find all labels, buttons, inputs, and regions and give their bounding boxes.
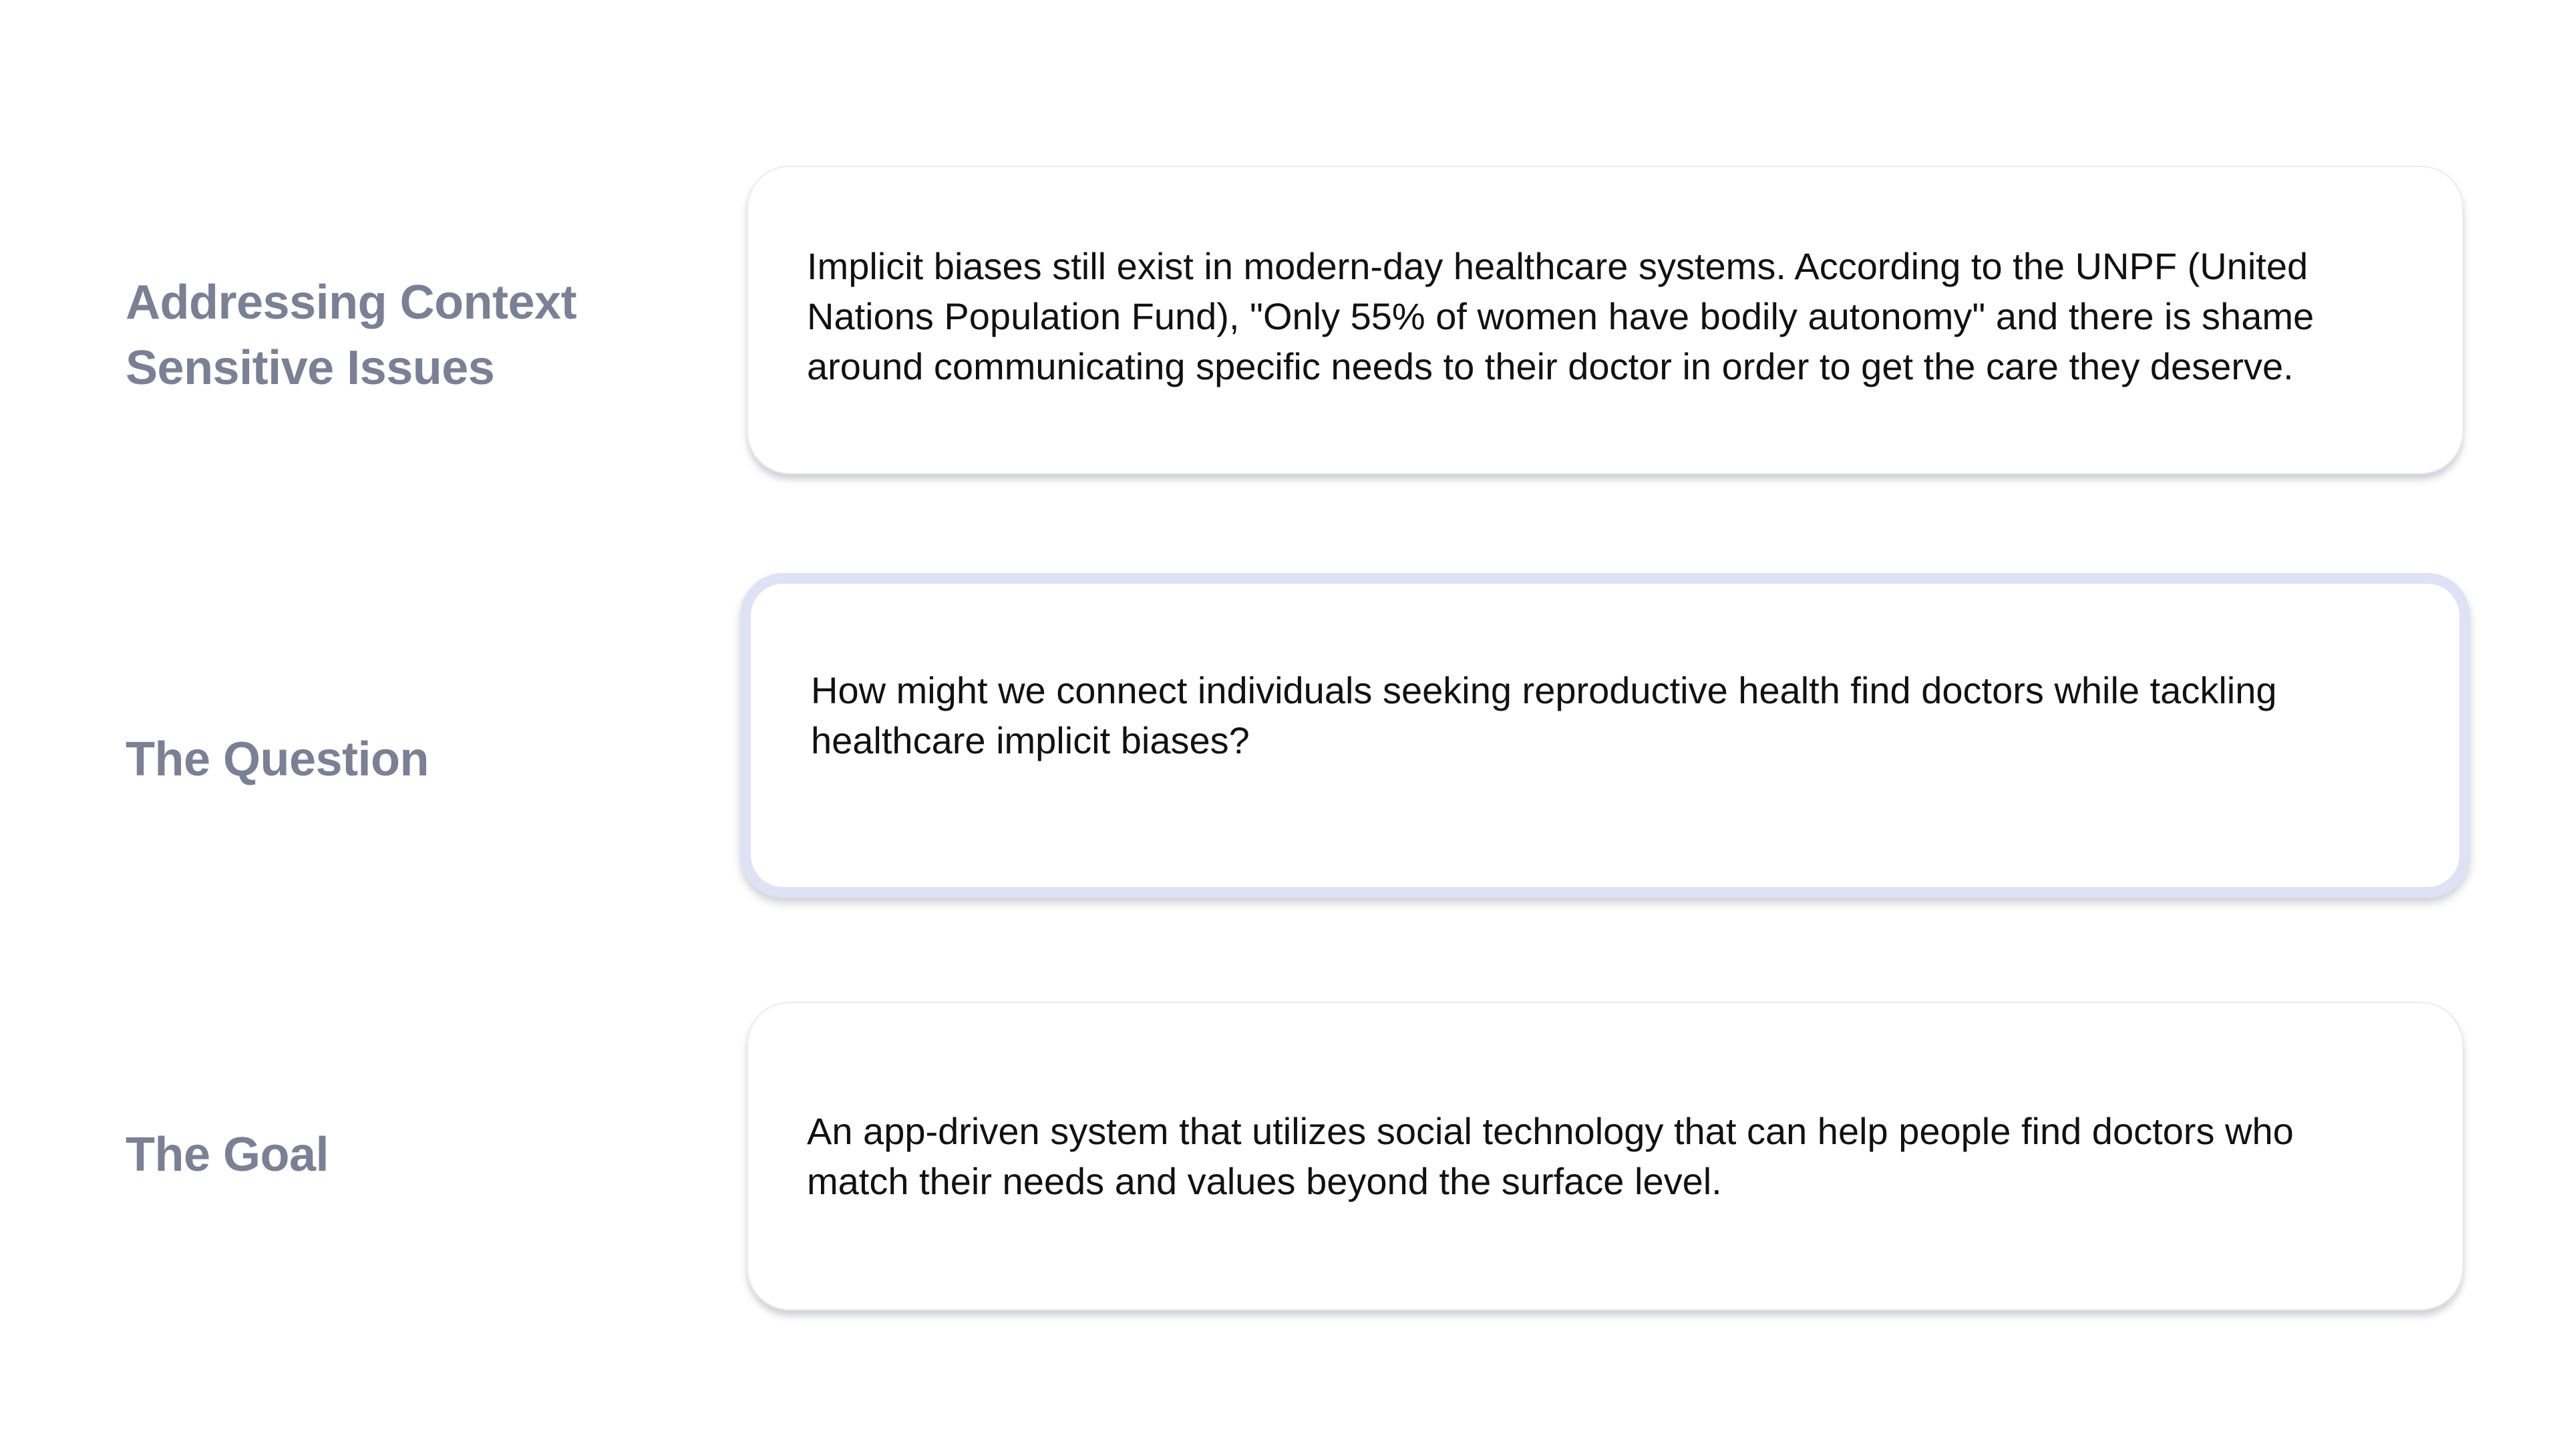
question-card (740, 573, 2470, 898)
context-card-text: Implicit biases still exist in modern-day healthcare systems. According to the UNPF (United Nations Population Fund), "Only 55% of women have bodily autonomy" and there is shame around communicating specific needs to their doctor in order to get the care they deserve. (807, 244, 2315, 387)
section-label-context: Addressing Context Sensitive Issues (126, 276, 577, 395)
question-card-text: How might we connect individuals seeking reproductive health find doctors while tackling healthcare implicit biases? (811, 669, 2277, 761)
goal-card-text: An app-driven system that utilizes social technology that can help people find doctors who match their needs and values beyond the surface level. (807, 1110, 2294, 1202)
section-label-goal: The Goal (126, 1128, 329, 1181)
context-card (747, 166, 2463, 474)
section-label-question: The Question (126, 733, 430, 786)
goal-card (747, 1002, 2463, 1310)
